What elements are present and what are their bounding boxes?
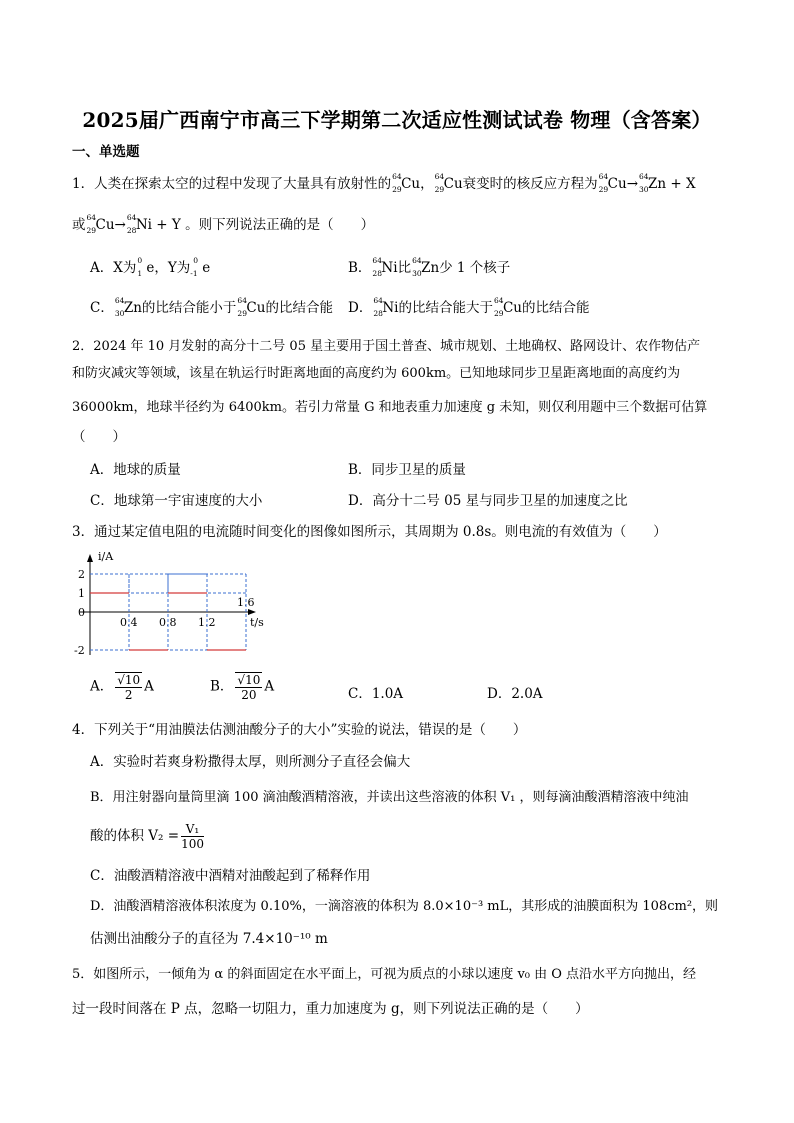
nuclide-zn: 64 30 Zn [639,172,667,194]
q3-option-b[interactable]: B． $\frac{√10}{20}$ A [210,673,275,702]
q3-option-a[interactable]: A． $\frac{√10}{2}$ A [90,673,154,702]
q2-line-2: 和防灾减灾等领域，该星在轨运行时距离地面的高度约为 600km。已知地球同步卫星距离地面的高度约为 [72,366,681,381]
arrow-icon: → [626,176,638,192]
y-tick-label: 2 [78,568,85,581]
y-axis-arrow-icon [87,554,93,562]
y-tick-label: 0 [78,606,85,619]
q3-option-c[interactable]: C．1.0A [348,686,404,702]
q1-line-2: 或 64 29 Cu→ 64 28 Ni + Y 。则下列说法正确的是（ ） [72,213,375,235]
q2-line-3: 36000km，地球半径约为 6400km。若引力常量 G 和地表重力加速度 g 未知，则仅利用题中三个数据可估算 [72,400,708,415]
x-tick-label: 1.6 [237,596,255,609]
q2-option-a[interactable]: A．地球的质量 [90,462,181,478]
q5-line-1: 5．如图所示，一倾角为 α 的斜面固定在水平面上，可视为质点的小球以速度 v₀ 由 O 点沿水平方向抛出，经 [72,967,697,982]
y-tick-label: 1 [78,587,85,600]
nuclide-ni: 64 28 Ni [126,213,152,235]
q2-line-1: 2．2024 年 10 月发射的高分十二号 05 星主要用于国土普查、城市规划、土地确权、路网设计、农作物估产 [72,339,701,354]
q2-line-4: （ ） [72,429,126,445]
page-title: 2025届广西南宁市高三下学期第二次适应性测试试卷 物理（含答案） [82,108,712,132]
nuclide-cu: 64 29 Cu [392,172,421,194]
x-tick-label: 0.8 [159,616,177,629]
q3-line-1: 3．通过某定值电阻的电流随时间变化的图像如图所示，其周期为 0.8s。则电流的有效值为（ ） [72,524,667,540]
q1-option-a[interactable]: A．X为 0 1 e，Y为 0 -1 e [90,256,211,278]
section-heading: 一、单选题 [72,144,140,160]
nuclide-cu: 64 29 Cu [86,213,115,235]
q5-line-2: 过一段时间落在 P 点，忽略一切阻力，重力加速度为 g，则下列说法正确的是（ ） [72,1001,589,1017]
y-axis-label: i/A [98,550,114,563]
x-tick-label: 0.4 [120,616,138,629]
q4-option-c[interactable]: C．油酸酒精溶液中酒精对油酸起到了稀释作用 [90,868,371,884]
q2-option-c[interactable]: C．地球第一宇宙速度的大小 [90,493,263,509]
q4-option-d-line-1[interactable]: D．油酸酒精溶液体积浓度为 0.10%，一滴溶液的体积为 8.0×10⁻³ mL，其形成的油膜面积为 108cm²，则 [90,899,719,914]
q4-option-b-line-1[interactable]: B．用注射器向量筒里滴 100 滴油酸酒精溶液，并读出这些溶液的体积 V₁ ，则每滴油酸酒精溶液中纯油 [90,790,689,805]
q1-option-d[interactable]: D． 64 28 Ni的比结合能大于 64 29 Cu的比结合能 [348,296,590,318]
q4-option-a[interactable]: A．实验时若爽身粉撒得太厚，则所测分子直径会偏大 [90,754,411,770]
current-time-chart [70,550,270,660]
q2-option-d[interactable]: D．高分十二号 05 星与同步卫星的加速度之比 [348,493,628,509]
q1-option-b[interactable]: B． 64 28 Ni比 64 30 Zn少 1 个核子 [348,256,511,278]
nuclide-cu: 64 29 Cu [598,172,627,194]
q1-line-1: 1．人类在探索太空的过程中发现了大量具有放射性的 64 29 Cu， 64 29 Cu衰变时的核反应方程为 64 29 Cu→ 64 30 Zn + X [72,172,696,194]
q4-option-d-line-2[interactable]: 估测出油酸分子的直径为 7.4×10⁻¹⁰ m [90,931,328,947]
q1-option-c[interactable]: C． 64 30 Zn的比结合能小于 64 29 Cu的比结合能 [90,296,333,318]
arrow-icon: → [114,217,126,233]
x-axis-arrow-icon [248,609,256,615]
q3-option-d[interactable]: D．2.0A [487,686,543,702]
q4-line-1: 4．下列关于“用油膜法估测油酸分子的大小”实验的说法，错误的是（ ） [72,722,527,738]
q2-option-b[interactable]: B．同步卫星的质量 [348,462,466,478]
x-tick-label: 1.2 [198,616,216,629]
x-axis-label: t/s [250,616,264,629]
q4-option-b-line-2[interactable]: 酸的体积 V₂ = $\frac{\text{V₁}}{100}$ [90,822,204,851]
nuclide-cu: 64 29 Cu [434,172,463,194]
y-tick-label: -2 [74,644,85,657]
